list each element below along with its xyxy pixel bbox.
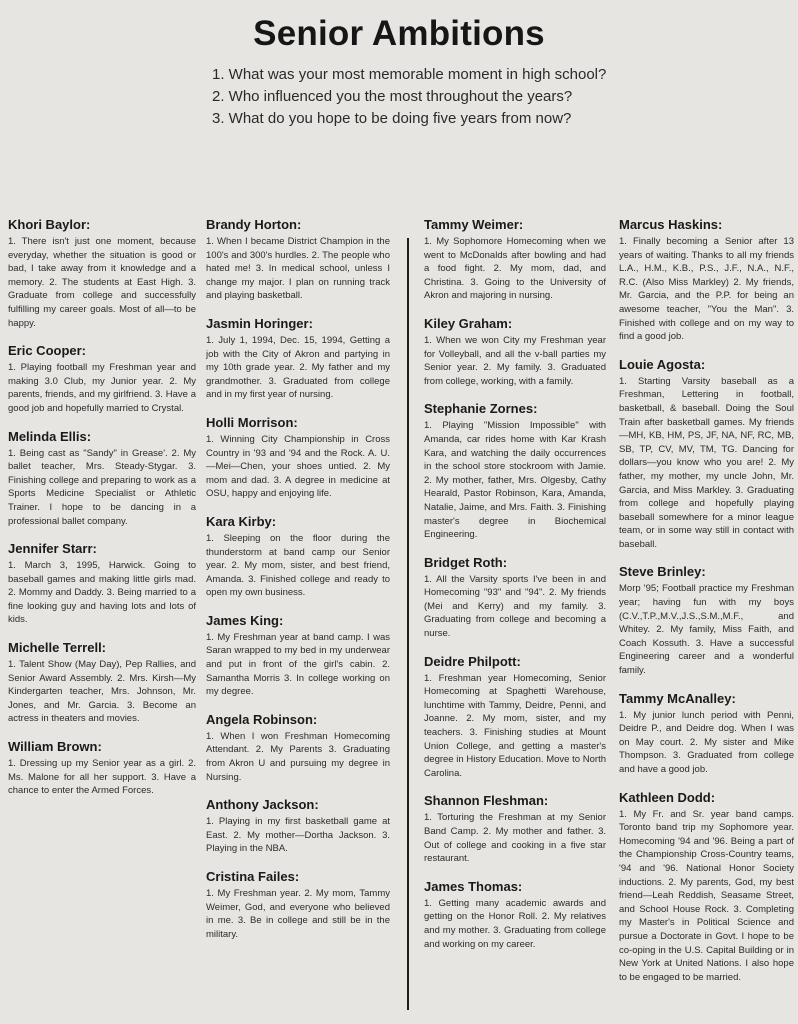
- senior-entry: [8, 216, 196, 330]
- senior-name: Khori Baylor:: [8, 217, 91, 232]
- senior-entry: [206, 216, 390, 303]
- question-1: 1. What was your most memorable moment in high school?: [212, 66, 607, 83]
- senior-answers: 1. My Freshman year. 2. My mom, Tammy Weimer, God, and everyone who believed in me. 3. Be in college and still be in the military.: [206, 888, 390, 940]
- senior-entry: [424, 216, 606, 303]
- senior-entry: [206, 612, 390, 699]
- question-list: [212, 64, 772, 130]
- senior-name: Jasmin Horinger:: [206, 315, 313, 331]
- senior-name: Brandy Horton:: [206, 217, 302, 232]
- senior-answers: 1. Getting many academic awards and getting on the Honor Roll. 2. My relatives and my mother. 3. Graduating from college and working on my career.: [424, 897, 606, 950]
- senior-name: James Thomas:: [424, 878, 523, 894]
- senior-name: James King:: [206, 612, 284, 628]
- senior-answers: 1. When we won City my Freshman year for Volleyball, and all the v-ball parties my Senior year. 2. My family. 3. Graduated from college, working, with a family.: [424, 334, 606, 387]
- page-title: Senior Ambitions: [253, 14, 545, 53]
- senior-answers: 1. My junior lunch period with Penni, Deidre P., and Deidre dog. When I was on May court. 2. My sister and Mike Thompson. 3. Graduated from college and have a good job.: [619, 709, 794, 775]
- senior-entry: [8, 540, 196, 627]
- senior-entry: [619, 356, 794, 552]
- senior-entry: [619, 690, 794, 777]
- senior-name: Bridget Roth:: [424, 554, 508, 570]
- senior-answers: 1. Freshman year Homecoming, Senior Homecoming at Spaghetti Warehouse, lunchtime with Tammy, Deidre, Penni, and Joanne. 2. My mom, sister, and my teachers. 3. Finishing studies at Mount Union College, and getting a master's degree in History Education. Move to North Carolina.: [424, 672, 606, 779]
- senior-name: Kathleen Dodd:: [619, 789, 716, 805]
- senior-name: Holli Morrison:: [206, 414, 298, 430]
- senior-name: Jennifer Starr:: [8, 541, 97, 557]
- senior-name: Deidre Philpott:: [424, 653, 521, 669]
- senior-name: Kara Kirby:: [206, 513, 277, 529]
- senior-answers: 1. Torturing the Freshman at my Senior Band Camp. 2. My mother and father. 3. Out of college and cooking in a five star restaurant.: [424, 812, 606, 865]
- senior-answers: 1. Winning City Championship in Cross Country in '93 and '94 and the Rock. A. U.—Mei—Chen, your shoes untied. 2. My mom and dad. 3. A degree in medicine at OSU, happy and enjoying life.: [206, 433, 390, 500]
- senior-name: Tammy McAnalley:: [619, 690, 736, 706]
- senior-answers: 1. July 1, 1994, Dec. 15, 1994, Getting a job with the City of Akron and partying in my 10th grade year. 2. My father and my grandmother. 3. Graduated from college and in my first year of nursing.: [206, 334, 390, 401]
- senior-name: Kiley Graham:: [424, 315, 513, 331]
- senior-entry: [206, 513, 390, 600]
- senior-answers: 1. There isn't just one moment, because everyday, whether the situation is good or bad, I take away from it knowledge and a memory. 2. The students at East High. 3. Graduate from college and successfully fulfilling my career goals. Most of all—to be happy.: [8, 236, 196, 329]
- senior-answers: 1. All the Varsity sports I've been in and Homecoming "93" and "94". 2. My friends (Mei and Kerry) and my family. 3. Graduating from college and becoming a nurse.: [424, 573, 606, 640]
- senior-answers: Morp '95; Football practice my Freshman year; having fun with my boys (C.V.,T.P.,M.V.,J.S.,S.M.,M.F., and Whitey. 2. My family, Miss Faith, and Coach Kossuth. 3. Have a successful Engineering career and a wonderful family.: [619, 583, 794, 677]
- senior-name: Stephanie Zornes:: [424, 401, 538, 417]
- senior-answers: 1. Dressing up my Senior year as a girl. 2. Ms. Malone for all her support. 3. Have a chance to enter the Armed Forces.: [8, 758, 196, 797]
- senior-name: Angela Robinson:: [206, 711, 318, 727]
- senior-answers: 1. Playing football my Freshman year and making 3.0 Club, my Junior year. 2. My parents, friends, and my girlfriend. 3. Have a good job and hopefully married to Crystal.: [8, 362, 196, 414]
- senior-name: Louie Agosta:: [619, 356, 706, 372]
- senior-answers: 1. March 3, 1995, Harwick. Going to baseball games and making little girls mad. 2. Mommy and Daddy. 3. Being married to a fine looking guy and having lots and lots of kids.: [8, 560, 196, 626]
- senior-answers: 1. Starting Varsity baseball as a Freshman, Lettering in football, basketball, & baseball. Doing the Soul Train after basketball games. My friends—MH, KB, HM, PS, JF, NA, NF, RC, MB, SB, TP, CV, MV, TM, TG. Dancing for dollars—you know who you are! 2. My father, my mother, my uncle John, Mr. Garcia, and Miss Markley. 3. Graduating from college and hopefully playing baseball somewhere for a minor league team, or in some way still in contact with baseball.: [619, 375, 794, 550]
- senior-answers: 1. My Sophomore Homecoming when we went to McDonalds after bowling and had a food fight. 2. My mom, dad, and Christina. 3. Going to the University of Akron and majoring in nursing.: [424, 236, 606, 302]
- senior-answers: 1. My Fr. and Sr. year band camps. Toronto band trip my Sophomore year. Homecoming '94 and '96. Being a part of the Championship Cross-Country teams, '94 and '96. National Honor Society inductions. 2. My parents, God, my best friend—Leah Reddish, Seasame Street, and School House Rock. 3. Completing my Master's in Political Science and pursue a Doctorate in Govt. I hope to be co-oping in the U.S. Capital Building or in New York at United Nations. I also hope to be engaged to be married.: [619, 808, 794, 983]
- senior-entry: [424, 400, 606, 541]
- senior-answers: 1. Finally becoming a Senior after 13 years of waiting. Thanks to all my friends L.A., H.M., K.B., P.S., J.F., N.A., N.F., R.C. (Also Miss Markley) 2. My friends, Mr. Garcia, and the P.P. for being an awesome teacher, "You the Man". 3. Finished with college and on my way to find a good job.: [619, 236, 794, 343]
- senior-name: Michelle Terrell:: [8, 640, 107, 656]
- senior-name: Cristina Failes:: [206, 869, 300, 884]
- senior-entry: [619, 563, 794, 677]
- column-1: [8, 216, 196, 1018]
- column-4: [619, 216, 794, 1018]
- senior-entry: [619, 789, 794, 985]
- senior-entry: [619, 216, 794, 344]
- senior-entry: [424, 653, 606, 781]
- senior-name: Marcus Haskins:: [619, 217, 723, 232]
- senior-entry: [206, 796, 390, 856]
- senior-entry: [8, 639, 196, 726]
- senior-answers: 1. Playing "Mission Impossible" with Amanda, car rides home with Kar Krash Kara, and watching the daily occurrences in the school store stockroom with Jamie. 2. My mother, father, Mrs. Olgesby, Cathy Hearald, Pastor Robinson, Kara, Amanda, Natalie, Jaime, and Mrs. Faith. 3. Finishing master's degree in Biochemical Engineering.: [424, 420, 606, 541]
- senior-entry: [206, 315, 390, 402]
- senior-entry: [206, 868, 390, 941]
- senior-entry: [8, 738, 196, 798]
- senior-answers: 1. Being cast as "Sandy" in Grease'. 2. My ballet teacher, Mrs. Steady-Stygar. 3. Finishing college and preparing to work as a Sports Medicine Specialist or Athletic Trainer. I hope to be dancing in a professional ballet company.: [8, 447, 196, 527]
- senior-entry: [424, 554, 606, 641]
- senior-answers: 1. When I won Freshman Homecoming Attendant. 2. My Parents 3. Graduating from Akron U and pursuing my degree in Nursing.: [206, 730, 390, 783]
- senior-name: Melinda Ellis:: [8, 428, 92, 444]
- senior-answers: 1. My Freshman year at band camp. I was Saran wrapped to my bed in my underwear and put in front of the girl's cabin. 2. Samantha Morris 3. In college working on my degree.: [206, 631, 390, 698]
- column-3: [424, 216, 606, 1018]
- senior-entry: [424, 878, 606, 951]
- senior-entry: [206, 711, 390, 784]
- senior-entry: [8, 428, 196, 529]
- senior-name: William Brown:: [8, 739, 102, 755]
- column-2: [206, 216, 390, 1018]
- senior-answers: 1. Playing in my first basketball game at East. 2. My mother—Dortha Jackson. 3. Playing in the NBA.: [206, 816, 390, 855]
- senior-name: Shannon Fleshman:: [424, 793, 549, 809]
- senior-name: Anthony Jackson:: [206, 797, 319, 813]
- question-3: 3. What do you hope to be doing five years from now?: [212, 110, 572, 127]
- senior-answers: 1. Talent Show (May Day), Pep Rallies, and Senior Award Assembly. 2. Mrs. Kirsh—My Kindergarten teacher, Mrs. Johnson, Mr. Jones, and Mr. Garcia. 3. Become an actress in theaters and movies.: [8, 659, 196, 725]
- question-2: 2. Who influenced you the most throughout the years?: [212, 88, 573, 105]
- senior-entry: [206, 414, 390, 501]
- senior-answers: 1. Sleeping on the floor during the thunderstorm at band camp our Senior year. 2. My mom, sister, and best friend, Amanda. 3. Finished college and ready to open my own business.: [206, 532, 390, 599]
- column-divider: [407, 238, 409, 1010]
- senior-entry: [424, 315, 606, 388]
- senior-name: Eric Cooper:: [8, 343, 87, 359]
- senior-name: Tammy Weimer:: [424, 217, 524, 232]
- senior-entry: [424, 792, 606, 865]
- senior-entry: [8, 342, 196, 415]
- senior-name: Steve Brinley:: [619, 564, 706, 580]
- senior-answers: 1. When I became District Champion in the 100's and 300's hurdles. 2. The people who hated me! 3. In medical school, unless I change my major. I plan on running track and playing basketball.: [206, 236, 390, 302]
